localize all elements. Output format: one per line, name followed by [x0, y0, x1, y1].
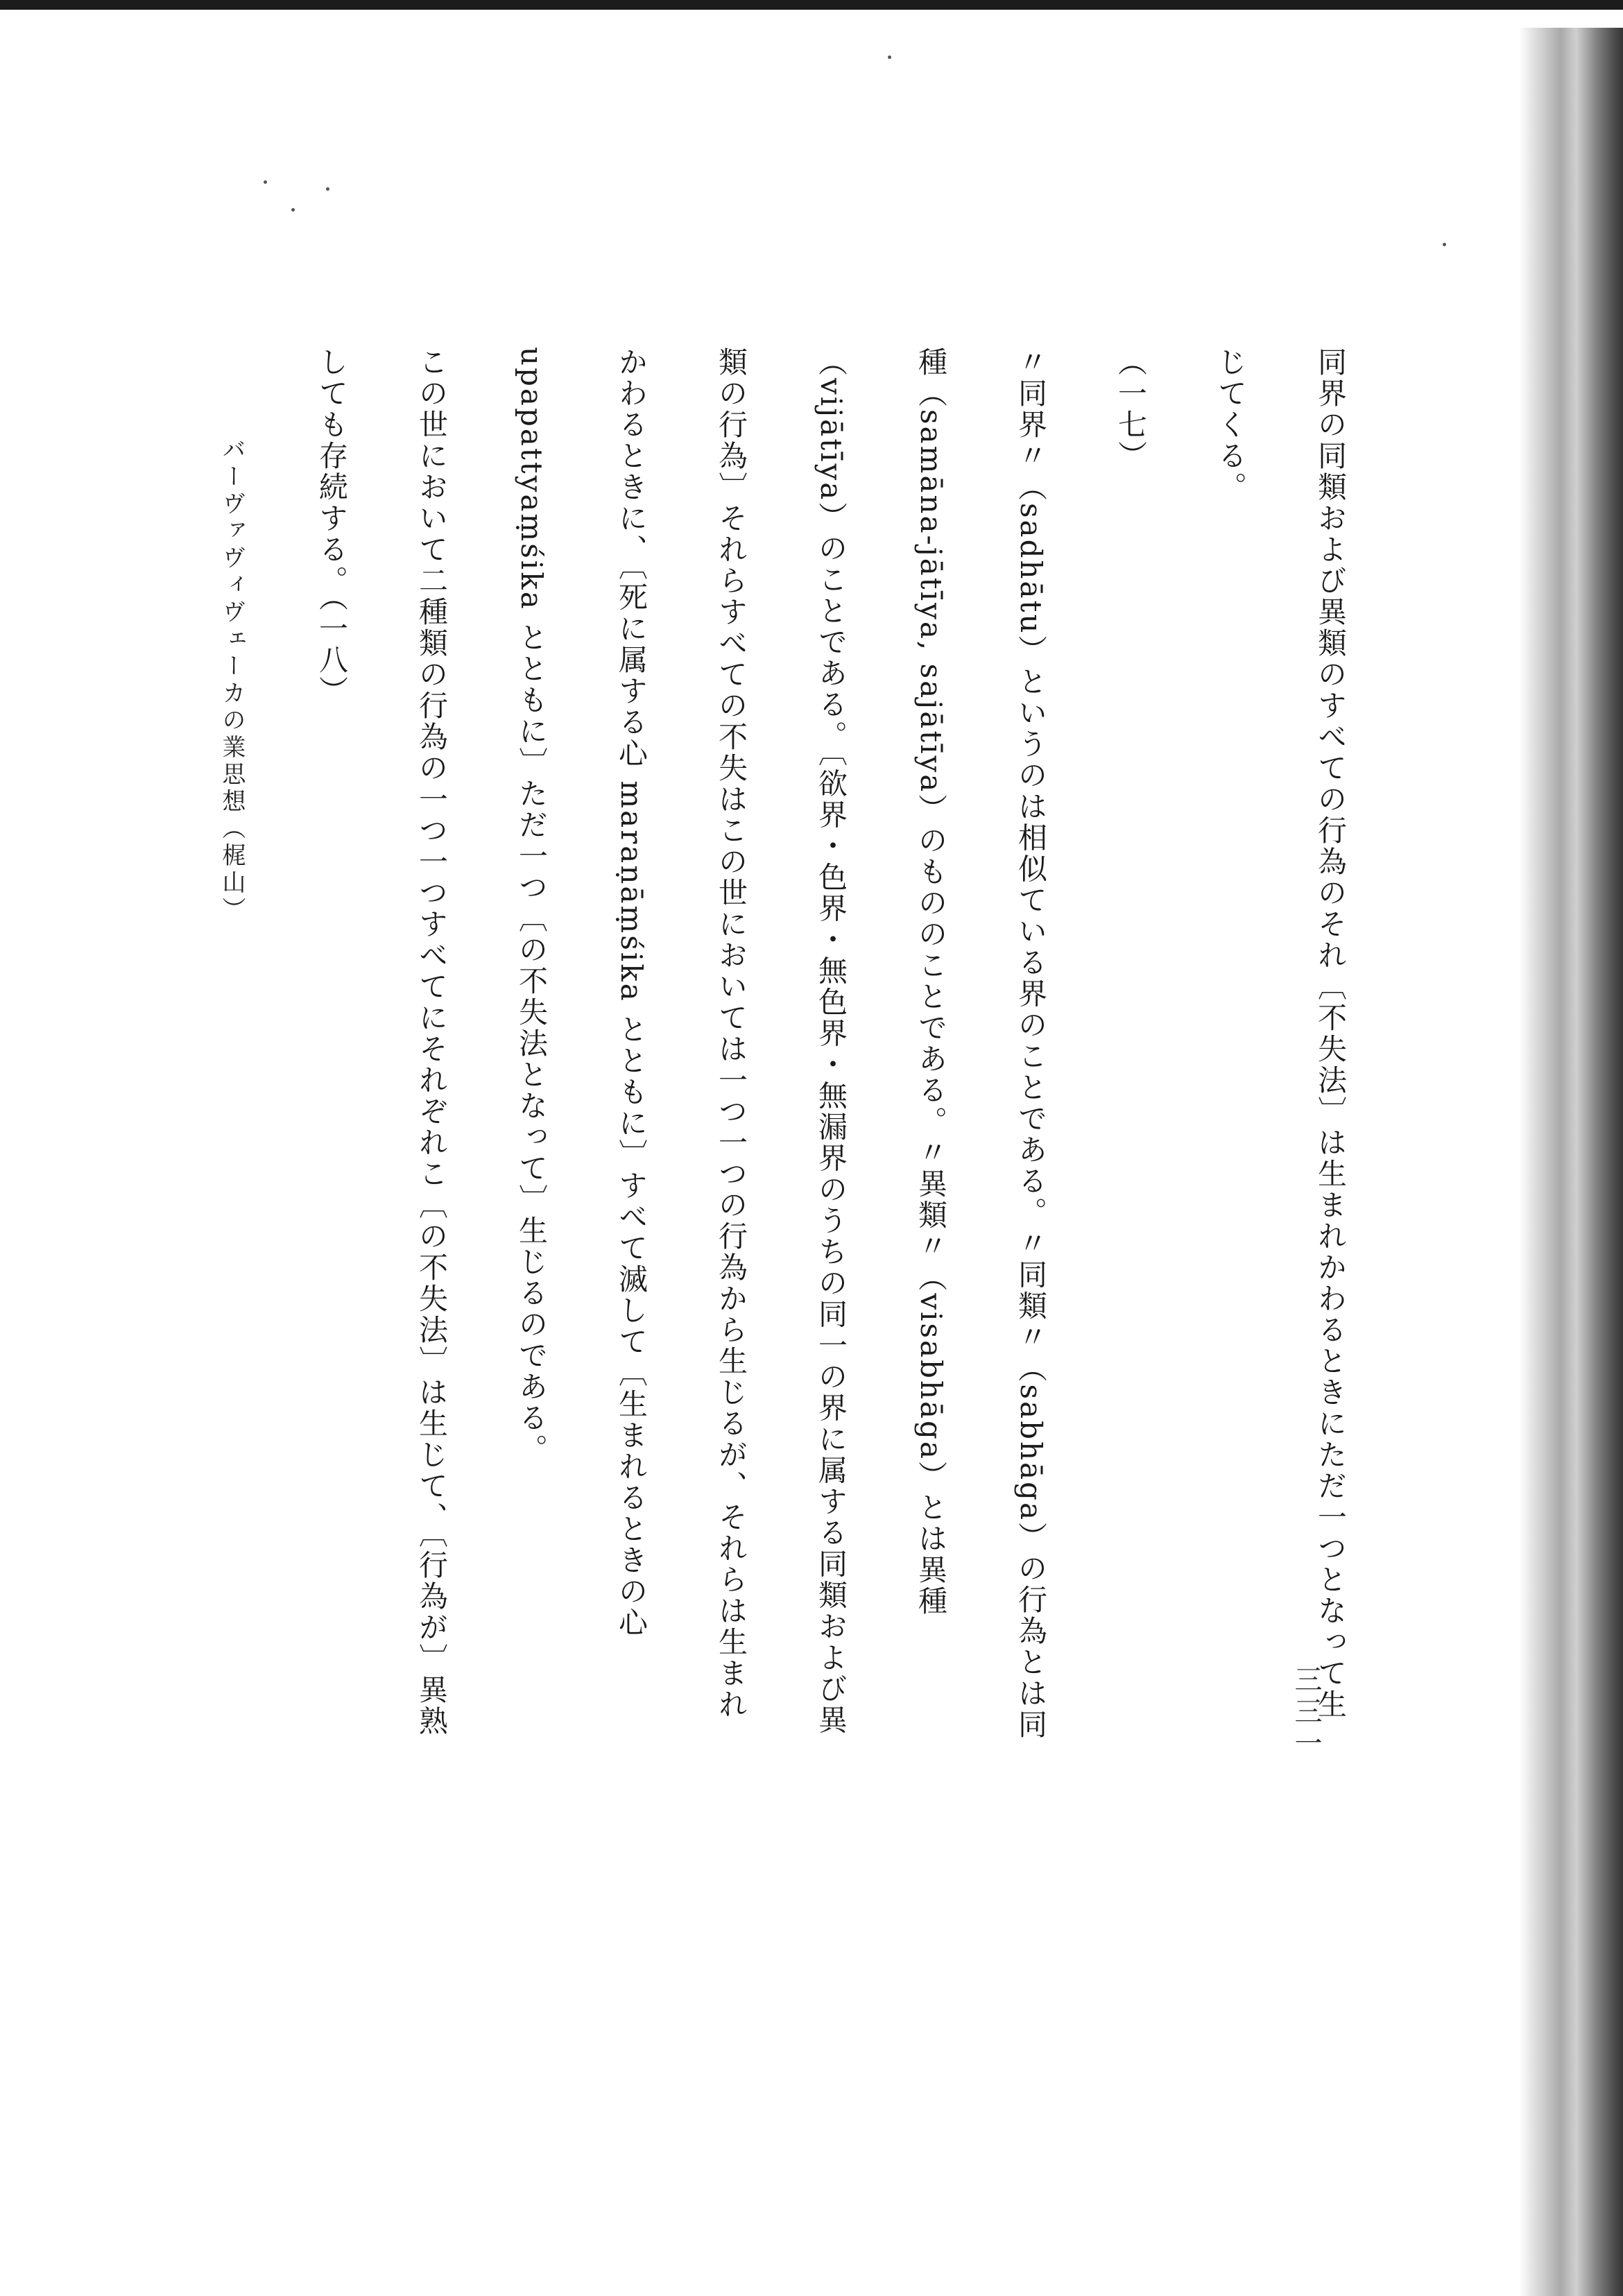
- running-head: バーヴァヴィヴェーカの業思想（梶山）: [218, 437, 246, 924]
- scan-binding-shadow: [1519, 28, 1623, 2296]
- scan-speck: [291, 208, 295, 212]
- scan-top-edge: [0, 0, 1623, 10]
- scan-speck: [1443, 243, 1446, 246]
- verse-18: この世において二種類の行為の一つ一つすべてにそれぞれこ〔の不失法〕は生じて、〔行為が〕異熟しても存続する。（一八）: [315, 347, 449, 1737]
- commentary-18: [257, 347, 282, 1748]
- page-number: 三三一: [1290, 1665, 1322, 1760]
- commentary-17: 〃同界〃（sadhātu）というのは相似ている界のことである。〃同類〃（sabhāga）の行為とは同種（samāna-jātīya, sajātīya）のもののことである。〃異類〃（visabhāga）とは異種（vijātīya）のことである。〔欲界・色界・無色界・無漏界のうちの同一の界に属する同類および異類の行為〕それらすべての不失はこの世においては一つ一つの行為から生じるが、それらは生まれかわるときに、〔死に属する心 maraṇāṃśika とともに〕すべて滅して〔生まれるときの心 upapattyaṃśika とともに〕ただ一つ〔の不失法となって〕生じるのである。: [515, 347, 1048, 1740]
- verse-number-17: （一七）: [1114, 347, 1148, 472]
- scan-speck: [264, 180, 267, 184]
- page-body: [257, 347, 1380, 1748]
- scan-speck: [326, 187, 329, 191]
- verse-17: 同界の同類および異類のすべての行為のそれ〔不失法〕は生まれかわるときにただ一つとなって生じてくる。: [1214, 347, 1348, 1720]
- scan-speck: [888, 55, 891, 59]
